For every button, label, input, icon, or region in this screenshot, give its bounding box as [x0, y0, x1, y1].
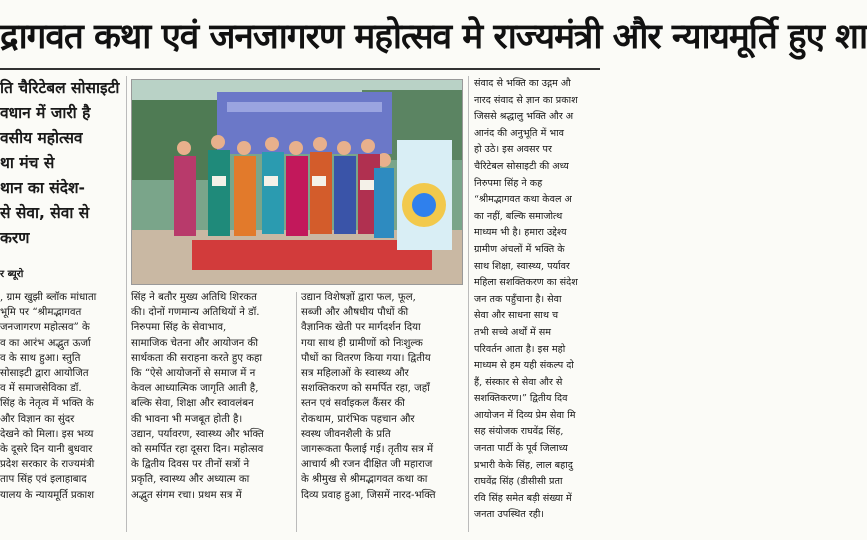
- column-line: सिंह ने बतौर मुख्य अतिथि शिरकत: [131, 292, 257, 303]
- lead-line: वधान में जारी है: [0, 104, 91, 122]
- top-strip: [0, 0, 600, 6]
- column-line: साथ शिक्षा, स्वास्थ्य, पर्यावर: [474, 260, 570, 272]
- column-line: की। दोनों गणमान्य अतिथियों ने डॉ.: [131, 307, 260, 319]
- column-line: सशक्तिकरण।” द्वितीय दिव: [474, 393, 568, 405]
- column-line: जनता पार्टी के पूर्व जिलाध्य: [474, 443, 568, 455]
- byline: र ब्यूरो: [0, 269, 24, 280]
- column-line: स्वस्थ जीवनशैली के प्रति: [301, 428, 391, 440]
- column-line: जनजागरण महोत्सव” के: [0, 322, 90, 334]
- column-line: व के साथ हुआ। स्तुति: [0, 352, 81, 364]
- column-line: माध्यम से हम यही संकल्प दो: [474, 360, 574, 372]
- column-line: सामाजिक चेतना और आयोजन की: [131, 337, 259, 349]
- column-line: व में समाजसेविका डॉ.: [0, 383, 82, 395]
- column-line: आनंद की अनुभूति में भाव: [474, 127, 564, 139]
- column-line: महिला सशक्तिकरण का संदेश: [474, 277, 578, 289]
- lead-line: वसीय महोत्सव: [0, 129, 83, 147]
- column-line: सह संयोजक राघवेंद्र सिंह,: [474, 426, 564, 438]
- column-line: जिससे श्रद्धालु भक्ति और अ: [474, 111, 574, 123]
- column-line: की भावना भी मजबूत होती है।: [131, 413, 243, 425]
- column-line: पौधों का वितरण किया गया। द्वितीय: [301, 352, 431, 364]
- column-line: “श्रीमद्भागवत कथा केवल अ: [474, 194, 572, 206]
- column-line: आचार्य श्री रजन दीक्षित जी महाराज: [301, 459, 433, 471]
- article-column-4: [474, 76, 600, 536]
- column-line: हो उठे। इस अवसर पर: [474, 144, 552, 156]
- column-line: चैरिटेबल सोसाइटी की अध्य: [474, 160, 569, 172]
- column-line: माध्यम भी है। हमारा उद्देश्य: [474, 227, 567, 239]
- column-line: प्रकृति, स्वास्थ्य और अध्यात्म का: [131, 474, 250, 486]
- column-line: के द्वितीय दिवस पर तीनों सत्रों ने: [131, 459, 250, 471]
- column-line: रोकथाम, प्रारंभिक पहचान और: [301, 413, 415, 425]
- column-line: जागरूकता फैलाई गई। तृतीय सत्र में: [301, 444, 434, 456]
- column-line: नारद संवाद से ज्ञान का प्रकाश: [474, 94, 578, 106]
- column-line: परिवर्तन आता है। इस महो: [474, 343, 566, 355]
- column-line: अद्भुत संगम रचा। प्रथम सत्र में: [131, 489, 242, 501]
- column-line: , ग्राम खुझी ब्लॉक मांधाता: [0, 292, 97, 303]
- column-line: सब्जी और औषधीय पौधों की: [301, 307, 409, 319]
- column-line: गया साथ ही ग्रामीणों को निःशुल्क: [301, 337, 423, 349]
- column-line: सशक्तिकरण को समर्पित रहा, जहाँ: [301, 383, 430, 395]
- headline-rule: [0, 68, 600, 70]
- column-line: उद्यान, पर्यावरण, स्वास्थ्य और भक्ति: [131, 428, 264, 440]
- column-line: सिंह के नेतृत्व में भक्ति के: [0, 398, 94, 410]
- lead-line: से सेवा, सेवा से: [0, 204, 90, 222]
- column-line: प्रभारी केके सिंह, लाल बहादु: [474, 459, 573, 471]
- column-line: निरुपमा सिंह के सेवाभाव,: [131, 322, 227, 334]
- column-line: केवल आध्यात्मिक जागृति आती है,: [131, 383, 259, 395]
- column-line: कि “ऐसे आयोजनों से समाज में न: [131, 368, 256, 380]
- column-line: सत्र महिलाओं के स्वास्थ्य और: [301, 368, 409, 380]
- column-divider: [468, 76, 469, 532]
- column-line: व का आरंभ अद्भुत ऊर्जा: [0, 337, 91, 349]
- column-line: सोसाइटी द्वारा आयोजित: [0, 368, 89, 380]
- column-line: को समर्पित रहा दूसरा दिन। महोत्सव: [131, 444, 264, 456]
- column-line: प्रदेश सरकार के राज्यमंत्री: [0, 459, 95, 471]
- lead-line: करण: [0, 229, 30, 247]
- column-divider: [126, 76, 127, 532]
- column-line: का नहीं, बल्कि समाजोत्थ: [474, 210, 563, 222]
- column-line: के श्रीमुख से श्रीमद्भागवत कथा का: [301, 474, 428, 486]
- column-line: तभी सच्चे अर्थों में सम: [474, 326, 551, 338]
- event-photo: [131, 79, 463, 285]
- article-column-1: [0, 290, 121, 536]
- column-line: भूमि पर “श्रीमद्भागवत: [0, 307, 82, 319]
- lead-line: ति चैरिटेबल सोसाइटी: [0, 79, 120, 97]
- column-line: वैज्ञानिक खेती पर मार्गदर्शन दिया: [301, 322, 421, 334]
- column-line: ताप सिंह एवं इलाहाबाद: [0, 474, 87, 486]
- column-line: जन तक पहुँचाना है। सेवा: [474, 293, 562, 305]
- article-column-3: [301, 290, 464, 536]
- column-line: संवाद से भक्ति का उद्गम औ: [474, 78, 571, 89]
- column-line: बल्कि सेवा, शिक्षा और स्वावलंबन: [131, 398, 254, 410]
- column-line: रवि सिंह समेत बड़ी संख्या में: [474, 492, 572, 504]
- column-line: निरुपमा सिंह ने कह: [474, 177, 543, 189]
- headline: द्रागवत कथा एवं जनजागरण महोत्सव मे राज्यमंत्री और न्यायमूर्ति हुए शा: [0, 17, 867, 57]
- column-divider: [296, 292, 297, 532]
- column-line: सेवा और साधना साथ च: [474, 310, 559, 322]
- column-line: और विज्ञान का सुंदर: [0, 413, 75, 425]
- column-line: उद्यान विशेषज्ञों द्वारा फल, फूल,: [301, 292, 416, 303]
- column-line: जनता उपस्थित रही।: [474, 509, 544, 521]
- column-line: स्तन एवं सर्वाइकल कैंसर की: [301, 398, 405, 410]
- lead-block: [0, 76, 122, 251]
- column-line: हैं, संस्कार से सेवा और से: [474, 376, 563, 388]
- column-line: यालय के न्यायमूर्ति प्रकाश: [0, 489, 95, 501]
- column-line: ग्रामीण अंचलों में भक्ति के: [474, 243, 565, 255]
- column-line: के दूसरे दिन यानी बुधवार: [0, 444, 93, 456]
- column-line: आयोजन में दिव्य प्रेम सेवा मि: [474, 409, 576, 421]
- article-column-2: [131, 290, 293, 536]
- column-line: राघवेंद्र सिंह (डीसीसी प्रता: [474, 476, 563, 488]
- column-line: सार्थकता की सराहना करते हुए कहा: [131, 352, 263, 364]
- lead-line: था मंच से: [0, 154, 55, 172]
- column-line: देखने को मिला। इस भव्य: [0, 428, 94, 440]
- column-line: दिव्य प्रवाह हुआ, जिसमें नारद-भक्ति: [301, 489, 436, 501]
- lead-line: थान का संदेश-: [0, 179, 85, 197]
